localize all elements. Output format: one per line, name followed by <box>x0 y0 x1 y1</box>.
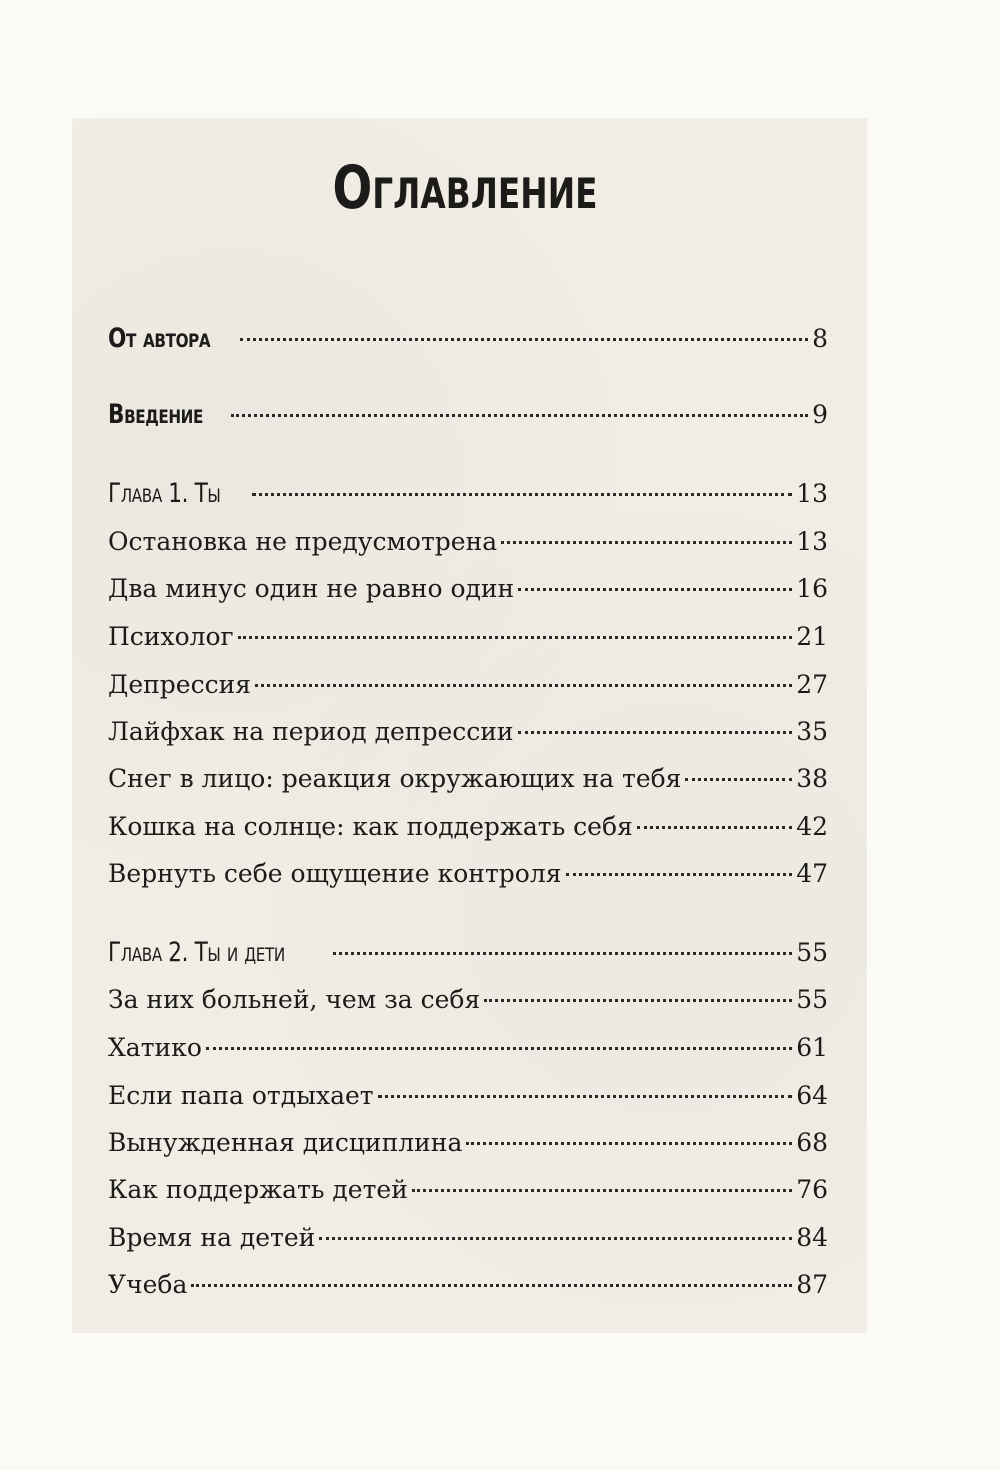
toc-entry-label: За них больней, чем за себя <box>108 985 481 1014</box>
toc-entry-page: 8 <box>812 324 828 353</box>
dot-leader <box>501 541 792 544</box>
toc-entry-page: 38 <box>796 764 828 793</box>
dot-leader <box>319 1237 792 1240</box>
toc-entry-page: 55 <box>796 938 828 967</box>
toc-entry[interactable] <box>108 525 828 559</box>
toc-entry[interactable] <box>108 668 828 702</box>
dot-leader <box>484 999 792 1002</box>
dot-leader <box>685 778 792 781</box>
toc-entry-label: Глава 2. Ты и дети <box>108 937 285 968</box>
toc-entry[interactable] <box>108 1079 828 1113</box>
toc-entry-page: 87 <box>796 1270 828 1299</box>
toc-entry-page: 13 <box>796 479 828 508</box>
toc-entry-label: От автора <box>108 323 211 354</box>
dot-leader <box>637 826 792 829</box>
toc-entry-label: Лайфхак на период депрессии <box>108 717 514 746</box>
toc-entry-page: 42 <box>796 812 828 841</box>
toc-entry-label: Хатико <box>108 1033 202 1062</box>
toc-entry-page: 47 <box>796 859 828 888</box>
dot-leader <box>255 684 792 687</box>
toc-entry-page: 13 <box>796 527 828 556</box>
toc-entry-page: 61 <box>796 1033 828 1062</box>
toc-entry-introduction[interactable] <box>108 398 828 432</box>
toc-entry-chapter-1[interactable] <box>108 477 828 511</box>
toc-entry[interactable] <box>108 572 828 606</box>
toc-entry[interactable] <box>108 762 828 796</box>
toc-entry-label: Глава 1. Ты <box>108 478 221 509</box>
dot-leader <box>252 493 792 496</box>
toc-entry-label: Психолог <box>108 622 234 651</box>
dot-leader <box>231 414 808 417</box>
dot-leader <box>333 952 792 955</box>
dot-leader <box>191 1284 792 1287</box>
dot-leader <box>466 1142 792 1145</box>
toc-entry-label: Если папа отдыхает <box>108 1081 374 1110</box>
toc-entry[interactable] <box>108 620 828 654</box>
toc-entry[interactable] <box>108 810 828 844</box>
toc-entry-page: 68 <box>796 1128 828 1157</box>
toc-entry-page: 55 <box>796 985 828 1014</box>
dot-leader <box>378 1095 793 1098</box>
toc-entry-from-author[interactable] <box>108 322 828 356</box>
page-title: Оглавление <box>332 153 598 223</box>
dot-leader <box>566 873 793 876</box>
toc-entry-page: 64 <box>796 1081 828 1110</box>
toc-entry[interactable] <box>108 715 828 749</box>
toc-entry-page: 84 <box>796 1223 828 1252</box>
toc-entry[interactable] <box>108 1268 828 1302</box>
dot-leader <box>240 338 808 341</box>
toc-entry-page: 16 <box>796 574 828 603</box>
toc-entry-page: 27 <box>796 670 828 699</box>
toc-entry-label: Депрессия <box>108 670 252 699</box>
toc-entry-label: Вынужденная дисциплина <box>108 1128 463 1157</box>
toc-entry-label: Время на детей <box>108 1223 316 1252</box>
toc-entry-page: 35 <box>796 717 828 746</box>
toc-entry-chapter-2[interactable] <box>108 936 828 970</box>
dot-leader <box>238 636 793 639</box>
dot-leader <box>518 731 793 734</box>
toc-entry-label: Остановка не предусмотрена <box>108 527 498 556</box>
dot-leader <box>412 1189 792 1192</box>
toc-entry-label: Вернуть себе ощущение контроля <box>108 859 562 888</box>
toc-entry-page: 76 <box>796 1175 828 1204</box>
toc-entry-label: Как поддержать детей <box>108 1175 408 1204</box>
toc-entry-label: Снег в лицо: реакция окружающих на тебя <box>108 764 682 793</box>
toc-entry[interactable] <box>108 1126 828 1160</box>
toc-entry-page: 9 <box>812 400 828 429</box>
toc-entry[interactable] <box>108 1173 828 1207</box>
toc-entry-label: Учеба <box>108 1270 188 1299</box>
toc-entry[interactable] <box>108 983 828 1017</box>
toc-entry-label: Кошка на солнце: как поддержать себя <box>108 812 633 841</box>
toc-entry-label: Введение <box>108 399 203 430</box>
dot-leader <box>206 1047 792 1050</box>
table-of-contents <box>108 0 828 1470</box>
dot-leader <box>518 588 792 591</box>
toc-entry[interactable] <box>108 1031 828 1065</box>
toc-entry-page: 21 <box>796 622 828 651</box>
toc-entry[interactable] <box>108 857 828 891</box>
toc-entry-label: Два минус один не равно один <box>108 574 515 603</box>
toc-entry[interactable] <box>108 1221 828 1255</box>
